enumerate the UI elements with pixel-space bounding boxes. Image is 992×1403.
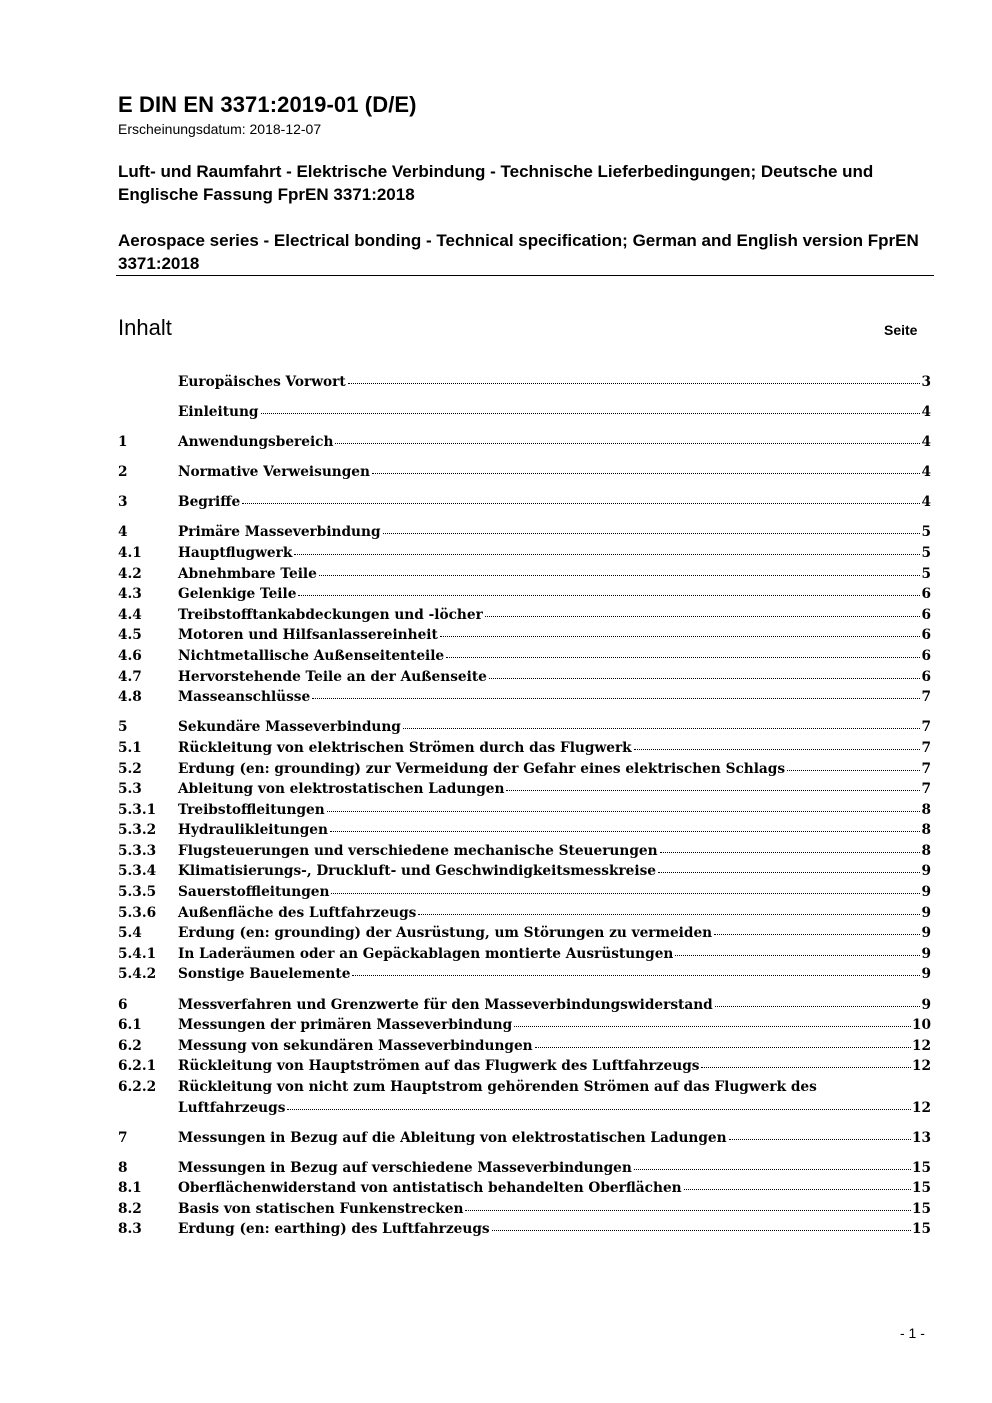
toc-entry-number: 6.1	[118, 1017, 142, 1034]
toc-entry-page: 6	[921, 627, 931, 644]
page-column-label: Seite	[884, 322, 918, 338]
toc-entry-page: 7	[921, 739, 931, 756]
page-number: - 1 -	[900, 1325, 925, 1341]
dot-leader	[331, 892, 920, 894]
toc-entry-number: 4.2	[118, 565, 142, 582]
dot-leader	[485, 615, 921, 617]
toc-entry-number: 1	[118, 434, 128, 451]
toc-entry-title: Sekundäre Masseverbindung	[178, 719, 401, 736]
toc-entry-page: 8	[921, 801, 931, 818]
dot-leader	[261, 412, 921, 414]
toc-entry-page: 10	[911, 1017, 931, 1034]
toc-entry-title: Klimatisierungs-, Druckluft- und Geschwindigkeitsmesskreise	[178, 863, 656, 880]
toc-entry-number: 6	[118, 996, 128, 1013]
toc-entry[interactable]	[118, 462, 931, 483]
toc-entry-page: 6	[921, 586, 931, 603]
toc-entry-number: 4.3	[118, 586, 142, 603]
toc-entry-number: 5.3.1	[118, 801, 157, 818]
dot-leader	[514, 1025, 911, 1027]
dot-leader	[634, 748, 921, 750]
publication-date: Erscheinungsdatum: 2018-12-07	[118, 121, 322, 137]
toc-entry[interactable]	[118, 584, 931, 605]
toc-entry[interactable]	[118, 625, 931, 646]
toc-entry-number: 5.4	[118, 925, 142, 942]
dot-leader	[294, 553, 920, 555]
dot-leader	[348, 382, 921, 384]
toc-entry-number: 4.8	[118, 689, 142, 706]
header-divider	[116, 275, 934, 276]
toc-entry[interactable]	[118, 1015, 931, 1036]
toc-entry-title: Erdung (en: grounding) zur Vermeidung der Gefahr eines elektrischen Schlags	[178, 760, 786, 777]
toc-entry-page: 12	[911, 1037, 931, 1054]
toc-entry-page: 12	[911, 1058, 931, 1075]
toc-entry[interactable]	[118, 717, 931, 738]
dot-leader	[352, 974, 920, 976]
toc-entry[interactable]	[118, 1178, 931, 1199]
toc-entry-number: 5.3.4	[118, 863, 157, 880]
dot-leader	[675, 954, 920, 956]
toc-entry[interactable]	[118, 903, 931, 924]
toc-entry-title-continued: Luftfahrzeugs	[178, 1099, 286, 1116]
toc-entry[interactable]	[118, 522, 931, 543]
toc-entry-title: Masseanschlüsse	[178, 689, 311, 706]
toc-entry-title: Rückleitung von elektrischen Strömen durch das Flugwerk	[178, 739, 632, 756]
toc-entry[interactable]	[118, 944, 931, 965]
toc-entry-page: 9	[921, 945, 931, 962]
dot-leader	[684, 1188, 911, 1190]
toc-entry-page: 15	[911, 1221, 931, 1238]
toc-entry[interactable]	[118, 1077, 931, 1118]
toc-entry-number: 8.2	[118, 1200, 142, 1217]
toc-entry-page: 4	[921, 464, 931, 481]
toc-entry-page: 7	[921, 760, 931, 777]
toc-entry-page: 4	[921, 434, 931, 451]
dot-leader	[715, 1005, 921, 1007]
toc-entry[interactable]	[118, 402, 931, 423]
toc-entry-number: 6.2.2	[118, 1078, 157, 1095]
toc-entry-number: 5.3	[118, 781, 142, 798]
dot-leader	[729, 1138, 911, 1140]
toc-entry[interactable]	[118, 1219, 931, 1240]
dot-leader	[418, 913, 920, 915]
toc-entry-number: 7	[118, 1129, 128, 1146]
toc-entry-page: 8	[921, 842, 931, 859]
toc-entry[interactable]	[118, 923, 931, 944]
toc-entry-title: Ableitung von elektrostatischen Ladungen	[178, 781, 505, 798]
toc-entry[interactable]	[118, 820, 931, 841]
toc-entry[interactable]	[118, 372, 931, 393]
dot-leader	[242, 502, 920, 504]
toc-entry-page: 4	[921, 494, 931, 511]
toc-entry-page: 7	[921, 781, 931, 798]
dot-leader	[383, 532, 921, 534]
dot-leader	[403, 727, 921, 729]
toc-entry-number: 4	[118, 524, 128, 541]
toc-entry-number: 5.3.6	[118, 904, 157, 921]
toc-entry-page: 15	[911, 1200, 931, 1217]
toc-entry-page: 9	[921, 925, 931, 942]
toc-entry-number: 8	[118, 1159, 128, 1176]
toc-entry-number: 5.2	[118, 760, 142, 777]
toc-entry[interactable]	[118, 605, 931, 626]
dot-leader	[489, 677, 921, 679]
toc-entry-number: 5.4.1	[118, 945, 157, 962]
dot-leader	[319, 574, 921, 576]
toc-entry-title: Motoren und Hilfsanlassereinheit	[178, 627, 438, 644]
toc-entry[interactable]	[118, 432, 931, 453]
toc-entry[interactable]	[118, 1158, 931, 1179]
toc-entry-page: 5	[921, 524, 931, 541]
toc-entry-number: 4.6	[118, 648, 142, 665]
toc-entry-title: Nichtmetallische Außenseitenteile	[178, 648, 445, 665]
toc-entry-page: 9	[921, 904, 931, 921]
toc-entry-number: 8.1	[118, 1180, 142, 1197]
dot-leader	[327, 810, 921, 812]
toc-entry-title: Gelenkige Teile	[178, 586, 297, 603]
toc-entry[interactable]	[118, 687, 931, 708]
toc-entry[interactable]	[118, 1056, 931, 1077]
toc-entry-page: 4	[921, 404, 931, 421]
toc-entry-title: Messung von sekundären Masseverbindungen	[178, 1037, 533, 1054]
toc-entry[interactable]	[118, 1199, 931, 1220]
toc-entry-title: Flugsteuerungen und verschiedene mechanische Steuerungen	[178, 842, 658, 859]
toc-entry-number: 2	[118, 464, 128, 481]
toc-entry-number: 5.3.5	[118, 884, 157, 901]
toc-entry-title: Treibstofftankabdeckungen und -löcher	[178, 606, 483, 623]
toc-entry-title: Begriffe	[178, 494, 241, 511]
toc-entry-number: 5.3.3	[118, 842, 157, 859]
toc-entry-title: Messverfahren und Grenzwerte für den Masseverbindungswiderstand	[178, 996, 713, 1013]
toc-entry-title: Hauptflugwerk	[178, 545, 293, 562]
toc-entry[interactable]	[118, 882, 931, 903]
toc-entry-page: 3	[921, 374, 931, 390]
toc-entry-title: Abnehmbare Teile	[178, 565, 317, 582]
toc-entry[interactable]	[118, 964, 931, 985]
table-of-contents	[118, 372, 931, 1240]
toc-entry[interactable]	[118, 759, 931, 780]
toc-entry-page: 5	[921, 545, 931, 562]
toc-entry-title: Sauerstoffleitungen	[178, 884, 330, 901]
dot-leader	[312, 697, 920, 699]
document-id: E DIN EN 3371:2019-01 (D/E)	[118, 92, 417, 117]
toc-entry[interactable]	[118, 861, 931, 882]
toc-entry-page: 9	[921, 996, 931, 1013]
toc-entry-title: Sonstige Bauelemente	[178, 966, 351, 983]
toc-entry-title: Erdung (en: grounding) der Ausrüstung, um Störungen zu vermeiden	[178, 925, 713, 942]
toc-entry-number: 8.3	[118, 1221, 142, 1238]
toc-entry-number: 6.2	[118, 1037, 142, 1054]
toc-entry-title: Rückleitung von nicht zum Hauptstrom gehörenden Strömen auf das Flugwerk des	[178, 1078, 817, 1095]
toc-entry[interactable]	[118, 779, 931, 800]
toc-entry[interactable]	[118, 841, 931, 862]
dot-leader	[446, 656, 920, 658]
toc-entry-number: 3	[118, 494, 128, 511]
toc-entry-number: 5.3.2	[118, 822, 157, 839]
toc-entry[interactable]	[118, 1036, 931, 1057]
toc-entry-page: 7	[921, 689, 931, 706]
dot-leader	[658, 871, 920, 873]
dot-leader	[440, 635, 921, 637]
toc-entry-title: Außenfläche des Luftfahrzeugs	[178, 904, 417, 921]
toc-entry-page: 9	[921, 966, 931, 983]
toc-entry-page: 13	[911, 1129, 931, 1146]
toc-entry-number: 4.4	[118, 606, 142, 623]
toc-entry-title: In Laderäumen oder an Gepäckablagen montierte Ausrüstungen	[178, 945, 674, 962]
toc-entry-page: 8	[921, 822, 931, 839]
toc-entry-title: Anwendungsbereich	[178, 434, 334, 451]
toc-entry-page: 15	[911, 1159, 931, 1176]
contents-heading: Inhalt	[118, 315, 172, 340]
toc-entry[interactable]	[118, 800, 931, 821]
toc-entry-page: 12	[911, 1099, 931, 1116]
toc-entry-page: 6	[921, 606, 931, 623]
toc-entry-page: 7	[921, 719, 931, 736]
toc-entry[interactable]	[118, 492, 931, 513]
toc-entry-title: Europäisches Vorwort	[178, 374, 346, 390]
toc-entry-page: 5	[921, 565, 931, 582]
toc-entry-number: 6.2.1	[118, 1058, 157, 1075]
dot-leader	[492, 1229, 911, 1231]
dot-leader	[335, 442, 920, 444]
dot-leader	[714, 933, 920, 935]
toc-entry[interactable]	[118, 564, 931, 585]
toc-entry-page: 6	[921, 648, 931, 665]
toc-entry[interactable]	[118, 1128, 931, 1149]
toc-entry-title: Messungen in Bezug auf die Ableitung von elektrostatischen Ladungen	[178, 1129, 727, 1146]
dot-leader	[660, 851, 921, 853]
toc-entry-title: Hervorstehende Teile an der Außenseite	[178, 668, 487, 685]
dot-leader	[372, 472, 921, 474]
toc-entry-title: Messungen in Bezug auf verschiedene Masseverbindungen	[178, 1159, 632, 1176]
dot-leader	[535, 1046, 911, 1048]
toc-entry-page: 15	[911, 1180, 931, 1197]
toc-entry-title: Normative Verweisungen	[178, 464, 370, 481]
toc-entry-title: Treibstoffleitungen	[178, 801, 325, 818]
toc-entry-page: 6	[921, 668, 931, 685]
dot-leader	[330, 830, 921, 832]
toc-entry[interactable]	[118, 646, 931, 667]
title-german: Luft- und Raumfahrt - Elektrische Verbindung - Technische Lieferbedingungen; Deutsche und Englische Fassung FprEN 3371:2018	[118, 162, 874, 204]
toc-entry-page: 9	[921, 863, 931, 880]
dot-leader	[634, 1168, 911, 1170]
toc-entry-title: Messungen der primären Masseverbindung	[178, 1017, 513, 1034]
dot-leader	[506, 789, 920, 791]
dot-leader	[465, 1209, 911, 1211]
toc-entry-title: Erdung (en: earthing) des Luftfahrzeugs	[178, 1221, 490, 1238]
toc-entry-number: 4.1	[118, 545, 142, 562]
toc-entry-number: 5.1	[118, 739, 142, 756]
toc-entry-number: 5	[118, 719, 128, 736]
toc-entry[interactable]	[118, 738, 931, 759]
title-english: Aerospace series - Electrical bonding - Technical specification; German and English version FprEN 3371:2018	[118, 231, 919, 273]
toc-entry-number: 4.5	[118, 627, 142, 644]
toc-entry-number: 5.4.2	[118, 966, 157, 983]
toc-entry-title: Rückleitung von Hauptströmen auf das Flugwerk des Luftfahrzeugs	[178, 1058, 700, 1075]
toc-entry[interactable]	[118, 543, 931, 564]
dot-leader	[787, 769, 920, 771]
toc-entry-title: Einleitung	[178, 404, 259, 421]
dot-leader	[298, 594, 920, 596]
dot-leader	[701, 1066, 910, 1068]
toc-entry-title: Primäre Masseverbindung	[178, 524, 381, 541]
toc-entry-page: 9	[921, 884, 931, 901]
toc-entry-title: Hydraulikleitungen	[178, 822, 328, 839]
toc-entry-title: Oberflächenwiderstand von antistatisch behandelten Oberflächen	[178, 1180, 682, 1197]
toc-entry[interactable]	[118, 667, 931, 688]
dot-leader	[287, 1108, 911, 1110]
toc-entry-number: 4.7	[118, 668, 142, 685]
toc-entry[interactable]	[118, 995, 931, 1016]
toc-entry-title: Basis von statischen Funkenstrecken	[178, 1200, 464, 1217]
